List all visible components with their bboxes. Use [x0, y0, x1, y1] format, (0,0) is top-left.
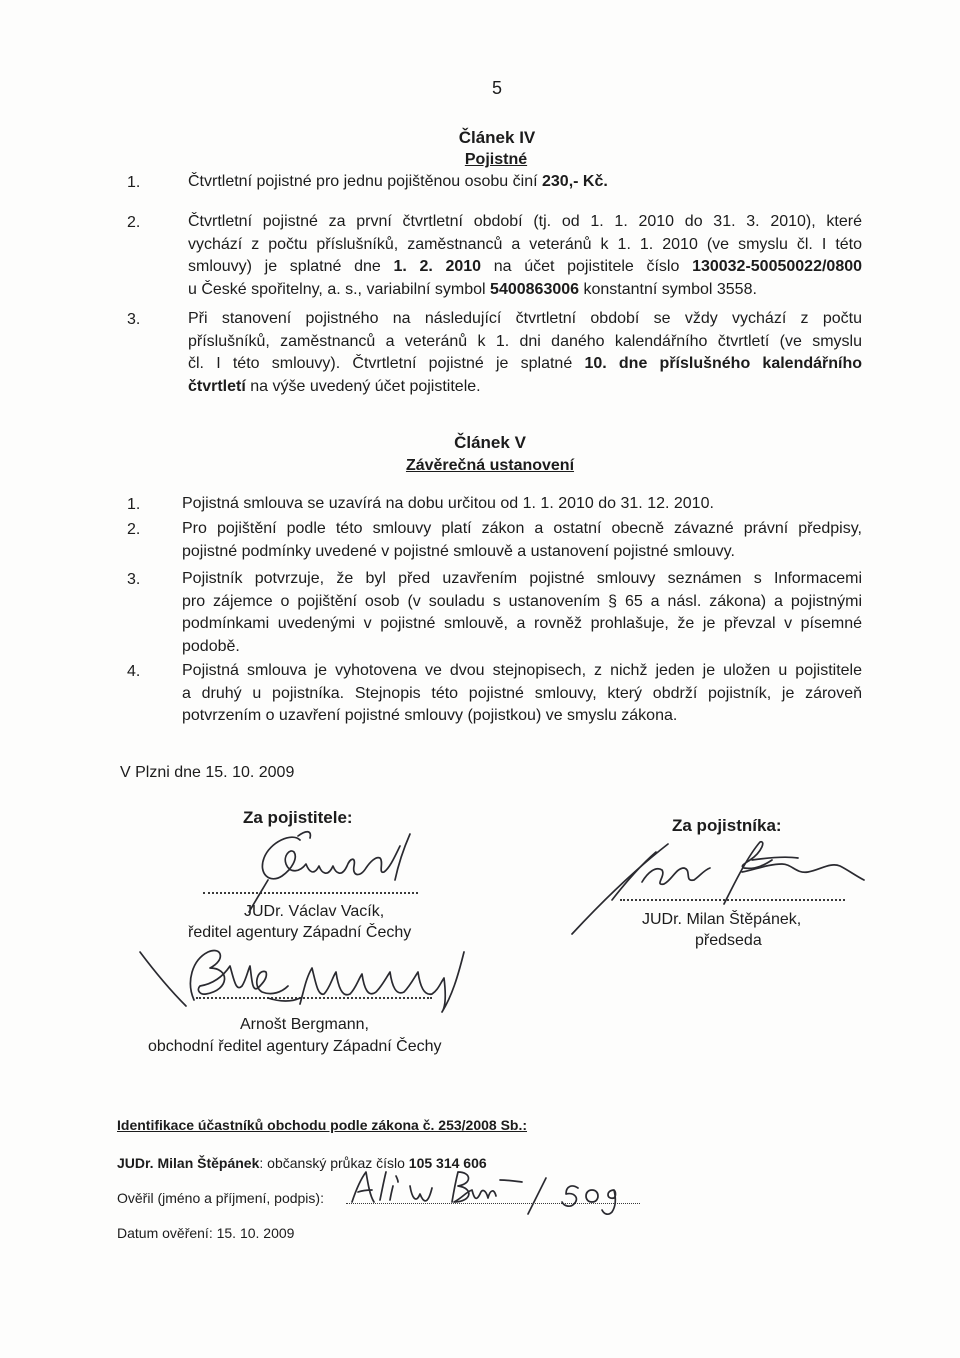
clause-line: [188, 279, 862, 302]
clause-number: 1.: [127, 496, 141, 513]
signature-stroke: [352, 1172, 374, 1202]
text-run: a druhý u pojistníka. Stejnopis této pojistné smlouvy, který obdrží pojistník, je zároveň: [182, 684, 862, 702]
clause-line: [182, 636, 862, 659]
clause-number: 1.: [127, 174, 141, 191]
identification-heading: Identifikace účastníků obchodu podle zákona č. 253/2008 Sb.:: [117, 1117, 528, 1133]
clause-line: [188, 308, 862, 331]
text-run: příslušníků, zaměstnanců a veteránů k 1. dni daného kalendářního čtvrtletí (ve smyslu: [188, 332, 862, 350]
clause-text: [188, 308, 862, 399]
emphasized-text: čtvrtletí: [188, 378, 246, 396]
signature-stroke: [262, 837, 400, 879]
text-run: Pojistník potvrzuje, že byl před uzavřením pojistné smlouvy seznámen s Informacemi: [182, 570, 862, 587]
signature-vacik: [249, 832, 410, 912]
text-run: Při stanovení pojistného na následující čtvrtletní období se vždy vychází z počtu: [188, 310, 862, 327]
verified-by-label: Ověřil (jméno a příjmení, podpis):: [117, 1190, 324, 1206]
clause-line: [188, 211, 862, 234]
text-run: čl. I této smlouvy). Čtvrtletní pojistné je splatné: [188, 355, 585, 373]
clause-line: [188, 256, 862, 279]
page-number: 5: [491, 78, 502, 98]
text-run: Čtvrtletní pojistné za první čtvrtletní období (tj. od 1. 1. 2010 do 31. 3. 2010), které: [188, 213, 862, 230]
signature-stroke: [190, 951, 288, 1000]
signature-stroke: [380, 1172, 386, 1200]
signature-stroke: [500, 1180, 522, 1182]
clause-line: [188, 171, 862, 194]
signature-verifier: [352, 1172, 616, 1214]
text-run: podmínkami uvedenými v pojistné smlouvě, a rovněž prohlašuje, že je převzal v písemné: [182, 615, 862, 633]
clause-number: 3.: [127, 311, 141, 328]
clause-text: [188, 171, 862, 194]
signature-stroke: [410, 1186, 432, 1201]
clause-line: [188, 331, 862, 354]
clause-line: [182, 683, 862, 706]
premium-amount: 230,- Kč.: [542, 173, 608, 190]
clause-line: [182, 613, 862, 636]
text-run: podobě.: [182, 638, 240, 656]
due-date: 1. 2. 2010: [393, 258, 482, 276]
article-title: Pojistné: [464, 151, 528, 168]
clause-number: 2.: [127, 214, 141, 231]
text-run: Čtvrtletní pojistné pro jednu pojištěnou osobu činí: [188, 173, 542, 190]
text-run: potvrzením o uzavření pojistné smlouvy (pojistkou) ve smyslu zákona.: [182, 707, 678, 725]
text-run: Pojistná smlouva se uzavírá na dobu určitou od 1. 1. 2010 do 31. 12. 2010.: [182, 495, 714, 512]
id-number: 105 314 606: [408, 1155, 487, 1171]
text-run: u České spořitelny, a. s., variabilní symbol: [188, 281, 491, 299]
signature-stroke: [642, 868, 710, 884]
signatory-role: ředitel agentury Západní Čechy: [188, 924, 412, 941]
text-run: Pojistná smlouva je vyhotovena ve dvou stejnopisech, z nichž jeden je uložen u pojistitele: [182, 662, 862, 679]
signature-stroke: [612, 852, 656, 900]
signatory-name: JUDr. Milan Štěpánek,: [642, 911, 802, 928]
signature-stroke: [300, 952, 464, 1012]
identification-line: [117, 1154, 487, 1172]
article-title: Závěrečná ustanovení: [405, 457, 575, 474]
text-run: Pro pojištění podle této smlouvy platí zákon a ostatní obecně závazné právní předpisy,: [182, 520, 862, 537]
clause-line: [188, 376, 862, 399]
signatory-name: JUDr. Václav Vacík,: [244, 903, 385, 920]
signature-stroke: [396, 1176, 398, 1182]
clause-number: 4.: [127, 663, 141, 680]
clause-text: [182, 493, 862, 516]
clause-line: [188, 353, 862, 376]
signature-stroke: [528, 1178, 546, 1214]
signature-bergmann: [140, 951, 464, 1012]
signature-line: [203, 892, 418, 894]
signature-stroke: [390, 1186, 393, 1200]
signature-stroke: [358, 1190, 372, 1192]
signature-stroke: [298, 832, 310, 838]
signature-stroke: [752, 857, 798, 860]
text-run: konstantní symbol 3558.: [579, 281, 757, 299]
text-run: vychází z počtu příslušníků, zaměstnanců a veteránů k 1. 1. 2010 (ve smyslu čl. I této: [188, 235, 862, 253]
clause-number: 3.: [127, 571, 141, 588]
account-number: 130032-50050022/0800: [692, 258, 863, 276]
text-run: na účet pojistitele číslo: [481, 258, 693, 276]
clause-text: [182, 660, 862, 728]
signature-stroke: [140, 952, 186, 1006]
article-heading: Článek V: [454, 433, 526, 452]
signature-stroke: [724, 842, 772, 904]
signatory-role: obchodní ředitel agentury Západní Čechy: [148, 1038, 442, 1055]
signature-stroke: [586, 1190, 598, 1202]
clause-line: [182, 568, 862, 591]
emphasized-text: 10. dne příslušného kalendářního: [584, 355, 863, 373]
text-run: smlouvy) je splatné dne: [188, 258, 394, 276]
clause-line: [188, 234, 862, 257]
person-name: JUDr. Milan Štěpánek: [117, 1155, 260, 1171]
clause-line: [182, 660, 862, 683]
text-run: pro zájemce o pojištění osob (v souladu s ustanovením § 65 a násl. zákona) a pojistnými: [182, 592, 862, 610]
verification-date: Datum ověření: 15. 10. 2009: [117, 1225, 295, 1241]
clause-line: [182, 591, 862, 614]
verification-signature-line: [346, 1203, 640, 1204]
signature-stroke: [742, 864, 864, 880]
insurer-label: Za pojistitele:: [243, 808, 353, 827]
clause-text: [182, 568, 862, 659]
signature-line: [620, 899, 845, 901]
text-run: pojistné podmínky uvedené v pojistné smlouvě a ustanovení pojistné smlouvy.: [182, 542, 735, 560]
text-run: na výše uvedený účet pojistitele.: [245, 378, 481, 396]
id-label: : občanský průkaz číslo: [259, 1155, 409, 1171]
policyholder-label: Za pojistníka:: [672, 816, 782, 835]
variable-symbol: 5400863006: [490, 281, 580, 299]
clause-number: 2.: [127, 521, 141, 538]
place-and-date: V Plzni dne 15. 10. 2009: [120, 764, 295, 781]
clause-line: [182, 518, 862, 541]
signature-stroke: [452, 1172, 496, 1202]
clause-line: [182, 541, 862, 564]
clause-line: [182, 705, 862, 728]
signature-stroke: [395, 834, 410, 880]
clause-text: [182, 518, 862, 563]
clause-text: [188, 211, 862, 302]
signature-line: [196, 997, 432, 999]
clause-line: [182, 493, 862, 516]
signatory-role: předseda: [695, 932, 762, 949]
article-heading: Článek IV: [458, 128, 536, 147]
signatory-name: Arnošt Bergmann,: [240, 1016, 369, 1033]
